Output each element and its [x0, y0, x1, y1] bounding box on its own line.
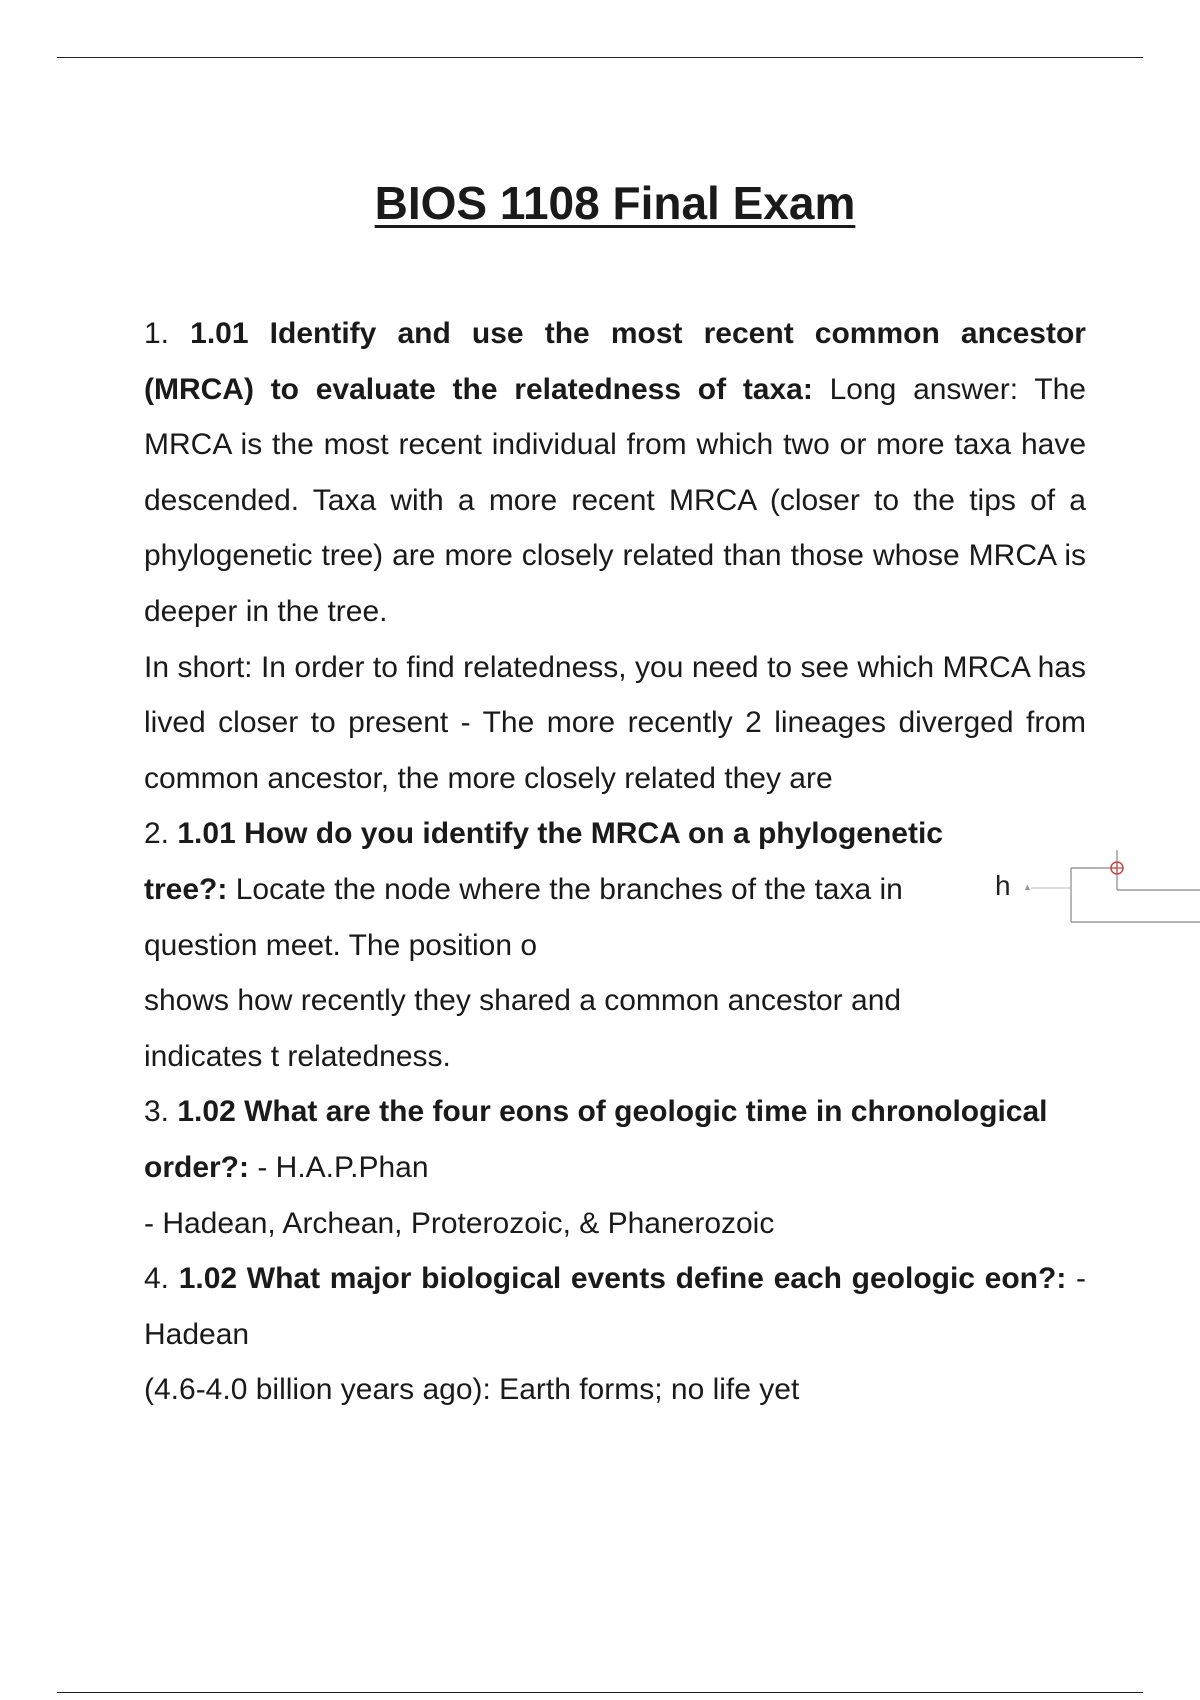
- item-number: 1.: [144, 317, 170, 350]
- question-item-2: [144, 806, 964, 973]
- question-label: 1.01 Identify and use the most recent common ancestor (MRCA) to evaluate the relatedness of taxa:: [144, 317, 1086, 406]
- answer-extra: - Hadean, Archean, Proterozoic, & Phanerozoic: [144, 1206, 775, 1240]
- question-label: 1.02 What are the four eons of geologic time in chronological order?:: [144, 1095, 1048, 1184]
- tree-fragment-letter: h: [995, 870, 1011, 901]
- document-body: [144, 306, 1086, 1418]
- answer-extra: In short: In order to find relatedness, you need to see which MRCA has lived closer to present - The more recently 2 lineages diverged from common ancestor, the more closely related they are: [144, 650, 1086, 795]
- question-item-1: [144, 306, 1086, 640]
- answer-text: Long answer: The MRCA is the most recent individual from which two or more taxa have descended. Taxa with a more recent MRCA (closer to the tips of a phylogenetic tree) are more closely related than those whose MRCA is deeper in the tree.: [144, 372, 1086, 628]
- question-label: 1.01 How do you identify the MRCA on a phylogenetic tree?:: [144, 817, 943, 906]
- answer-extra: shows how recently they shared a common ancestor and indicates t relatedness.: [144, 984, 902, 1073]
- bottom-rule: [57, 1692, 1143, 1693]
- item-number: 4.: [144, 1262, 170, 1296]
- question-item-3: [144, 1084, 1086, 1195]
- answer-text: Locate the node where the branches of the taxa in question meet. The position o: [144, 872, 903, 962]
- phylogenetic-tree-fragment: [985, 850, 1200, 935]
- item-number: 2.: [144, 817, 170, 851]
- item-number: 3.: [144, 1095, 170, 1129]
- answer-text: - Hadean: [144, 1262, 1086, 1351]
- answer-text: - H.A.P.Phan: [257, 1150, 429, 1184]
- document-title: BIOS 1108 Final Exam: [374, 177, 856, 229]
- top-rule: [57, 57, 1143, 58]
- tree-fragment-mark: ▲: [1023, 882, 1032, 892]
- question-item-4: [144, 1251, 1086, 1362]
- question-label: 1.02 What major biological events define each geologic eon?:: [178, 1262, 1067, 1296]
- answer-extra: (4.6-4.0 billion years ago): Earth forms; no life yet: [144, 1373, 800, 1407]
